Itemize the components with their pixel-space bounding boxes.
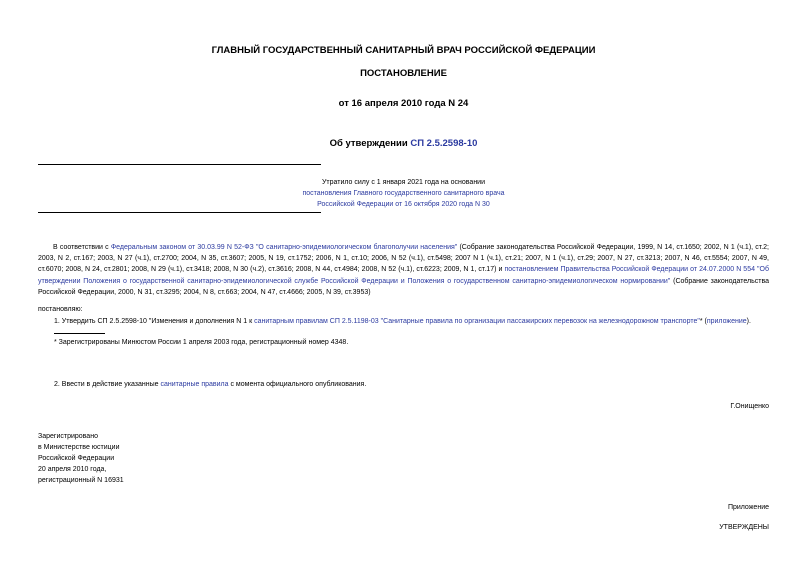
registration-block xyxy=(38,431,124,486)
preamble-paragraph xyxy=(38,242,769,298)
registration-line: Российской Федерации xyxy=(38,455,115,462)
registration-line: Зарегистрировано xyxy=(38,433,98,440)
status-link-line-2[interactable]: постановления Главного государственного санитарного врача xyxy=(302,190,505,197)
item-1-text-1: 1. Утвердить СП 2.5.2598-10 "Изменения и дополнения N 1 к xyxy=(54,318,255,325)
issuing-authority: ГЛАВНЫЙ ГОСУДАРСТВЕННЫЙ САНИТАРНЫЙ ВРАЧ РОССИЙСКОЙ ФЕДЕРАЦИИ xyxy=(211,45,596,56)
status-bottom-rule xyxy=(38,212,321,213)
appendix-link[interactable]: приложение xyxy=(706,318,747,325)
approved-label: УТВЕРЖДЕНЫ xyxy=(719,524,769,531)
sanitary-rules-link-2[interactable]: санитарные правила xyxy=(160,381,229,388)
item-2-text-2: с момента официального опубликования. xyxy=(228,381,367,388)
item-1 xyxy=(54,316,770,327)
registration-line: 20 апреля 2010 года, xyxy=(38,466,107,473)
sanitary-rules-link[interactable]: санитарным правилам СП 2.5.1198-03 "Санитарные правила по организации пассажирских перевозок на железнодорожном транспорте" xyxy=(254,318,700,325)
title-link-sp[interactable]: СП 2.5.2598-10 xyxy=(410,138,478,149)
registration-line: в Министерстве юстиции xyxy=(38,444,120,451)
signature: Г.Онищенко xyxy=(730,403,769,410)
footnote: * Зарегистрированы Минюстом России 1 апреля 2003 года, регистрационный номер 4348. xyxy=(54,339,349,346)
resolves-label: постановляю: xyxy=(38,306,83,313)
document-type: ПОСТАНОВЛЕНИЕ xyxy=(360,68,447,79)
document-title xyxy=(0,138,807,149)
government-resolution-link[interactable]: постановлением Правительства Российской Федерации от 24.07.2000 N 554 "Об утверждении Положения о государственной санитарно-эпидемиологической службе Российской Федерации и Положения о государственном санитарно-эпидемиологическом нормировании" xyxy=(38,266,769,285)
item-1-text-3: ). xyxy=(746,318,751,325)
item-1-text-2: * ( xyxy=(699,318,707,325)
document-date-number: от 16 апреля 2010 года N 24 xyxy=(338,98,469,109)
item-2-text-1: 2. Ввести в действие указанные xyxy=(54,381,161,388)
status-line-1: Утратило силу с 1 января 2021 года на основании xyxy=(321,179,486,186)
footnote-rule xyxy=(54,333,105,334)
federal-law-link[interactable]: Федеральным законом от 30.03.99 N 52-ФЗ "О санитарно-эпидемиологическом благополучии населения" xyxy=(110,244,458,251)
title-prefix: Об утверждении xyxy=(329,138,411,149)
preamble-text-1: В соответствии с xyxy=(53,244,111,251)
status-top-rule xyxy=(38,164,321,165)
appendix-label: Приложение xyxy=(727,504,769,511)
status-link-line-3[interactable]: Российской Федерации от 16 октября 2020 года N 30 xyxy=(317,201,490,208)
status-block xyxy=(0,177,807,210)
item-2 xyxy=(54,379,366,390)
preamble-text-3: (Собрание законодательства Российской Федерации, 2000, N 31, ст.3295; 2004, N 8, ст.663; 2004, N 47, ст.4666; 2005, N 39, ст.3953) xyxy=(38,277,769,296)
preamble-text-2: (Собрание законодательства Российской Федерации, 1999, N 14, ст.1650; 2002, N 1 (ч.1), ст.2; 2003, N 2, ст.167; 2003, N 27 (ч.1), ст.2700; 2004, N 35, ст.3607; 2005, N 19, ст.1752; 2006, N 1, ст.10; 2006, N 52 (ч.1), ст.5498; 2007 N 1 (ч.1), ст.21; 2007, N 1 (ч.1), ст.29; 2007, N 27, ст.3213; 2007, N 46, ст.5554; 2007, N 49, ст.6070; 2008, N 24, ст.2801; 2008, N 29 (ч.1), ст.3418; 2008, N 30 (ч.2), ст.3616; 2008, N 44, ст.4984; 2008, N 52 (ч.1), ст.6223; 2009, N 1, ст.17) и xyxy=(38,244,770,274)
registration-line: регистрационный N 16931 xyxy=(38,477,124,484)
